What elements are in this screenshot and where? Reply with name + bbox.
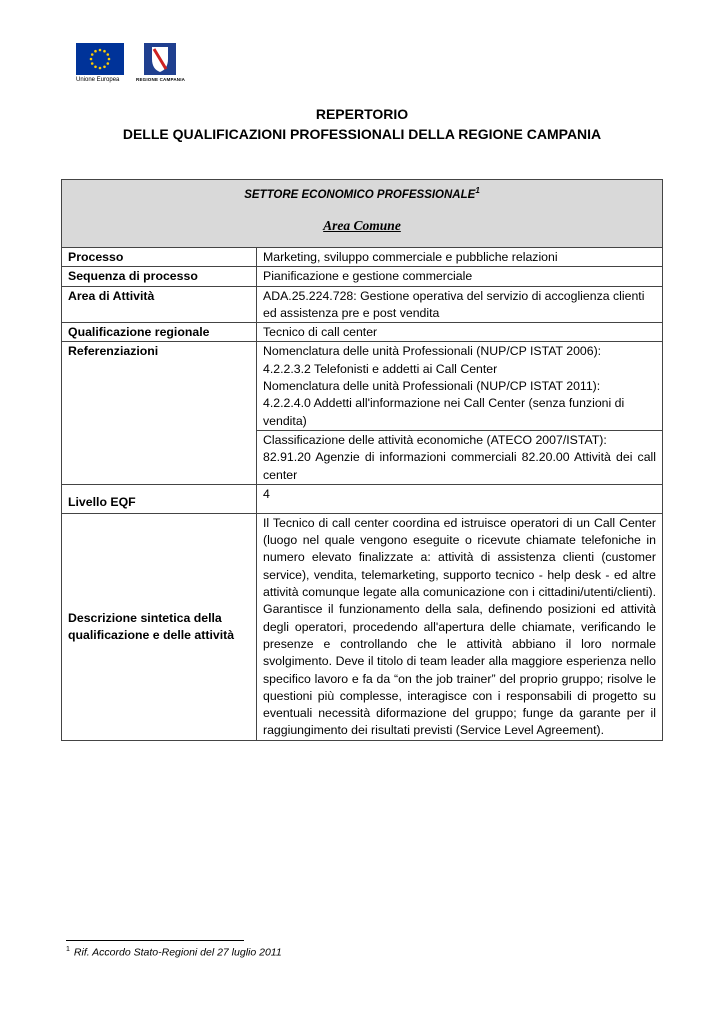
- row-label-area-attivita: Area di Attività: [62, 286, 257, 323]
- regione-campania-caption: REGIONE CAMPANIA: [136, 77, 186, 82]
- nup2006-title: Nomenclatura delle unità Professionali (NUP/CP ISTAT 2006):: [263, 344, 602, 359]
- footnote: [66, 946, 282, 959]
- nup2011-title: Nomenclatura delle unità Professionali (NUP/CP ISTAT 2011):: [263, 379, 601, 394]
- eu-flag-logo: [76, 43, 124, 75]
- document-title-line1: REPERTORIO: [315, 106, 409, 122]
- table-row: [62, 513, 663, 740]
- table-row: [62, 484, 663, 513]
- row-value-processo: Marketing, sviluppo commerciale e pubbliche relazioni: [257, 248, 663, 267]
- row-value-sequenza: Pianificazione e gestione commerciale: [257, 267, 663, 286]
- table-row: [62, 323, 663, 342]
- ateco-title: Classificazione delle attività economiche (ATECO 2007/ISTAT):: [263, 432, 607, 447]
- row-value-ateco: [257, 430, 663, 484]
- document-title-line2: DELLE QUALIFICAZIONI PROFESSIONALI DELLA REGIONE CAMPANIA: [122, 126, 602, 142]
- row-label-descrizione: Descrizione sintetica della qualificazione e delle attività: [62, 513, 257, 740]
- footnote-separator: [66, 940, 244, 941]
- eu-caption: Unione Europea: [76, 77, 120, 83]
- footnote-number: 1: [66, 946, 70, 953]
- header-logos: [76, 43, 186, 85]
- qualification-table: [61, 179, 663, 741]
- row-value-nup: [257, 342, 663, 430]
- table-header-cell: [62, 180, 663, 248]
- row-value-descrizione: Il Tecnico di call center coordina ed istruisce operatori di un Call Center (luogo nel quale vengono eseguite o ricevute chiamate telefoniche in numero elevato finalizzate a: attività di assistenza clienti (customer service), vendita, telemarketing, supporto tecnico - help desk - ed altre attività comunque legate alla comunicazione con i cittadini/utenti/clienti). Garantisce il funzionamento della sala, definendo posizioni ed attività degli operatori, procedendo all'apertura delle chiamate, verificando le presenze e controllando che le attività abbiano il loro normale svolgimento. Deve il titolo di team leader alla maggiore esperienza nello specifico lavoro e fa da “on the job trainer” del proprio gruppo; risolve le questioni più complesse, interagisce con i responsabili di progetto su eventuali necessità diformazione del gruppo; funge da garante per il raggiungimento dei risultati previsti (Service Level Agreement).: [257, 513, 663, 740]
- regione-campania-logo: [144, 43, 176, 75]
- row-value-eqf: 4: [257, 484, 663, 513]
- row-label-qualificazione: Qualificazione regionale: [62, 323, 257, 342]
- nup2011-value: 4.2.2.4.0 Addetti all'informazione nei Call Center (senza funzioni di vendita): [263, 396, 625, 428]
- row-value-qualificazione: Tecnico di call center: [257, 323, 663, 342]
- sector-heading: [62, 182, 662, 204]
- table-row: [62, 286, 663, 323]
- table-row: [62, 248, 663, 267]
- footnote-text: Rif. Accordo Stato-Regioni del 27 luglio 2011: [73, 946, 282, 959]
- area-heading: Area Comune: [323, 218, 401, 234]
- table-row: [62, 342, 663, 430]
- row-label-eqf: Livello EQF: [62, 484, 257, 513]
- nup2006-value: 4.2.2.3.2 Telefonisti e addetti ai Call Center: [263, 361, 498, 376]
- row-label-processo: Processo: [62, 248, 257, 267]
- ateco-value: 82.91.20 Agenzie di informazioni commerciali 82.20.00 Attività dei call center: [263, 450, 656, 482]
- sector-label: SETTORE ECONOMICO PROFESSIONALE: [244, 188, 476, 201]
- sector-footnote-ref: 1: [475, 186, 480, 195]
- table-header-row: [62, 180, 663, 248]
- row-label-sequenza: Sequenza di processo: [62, 267, 257, 286]
- row-label-referenziazioni: Referenziazioni: [62, 342, 257, 484]
- row-value-area-attivita: ADA.25.224.728: Gestione operativa del servizio di accoglienza clienti ed assistenza pre e post vendita: [257, 286, 663, 323]
- table-row: [62, 267, 663, 286]
